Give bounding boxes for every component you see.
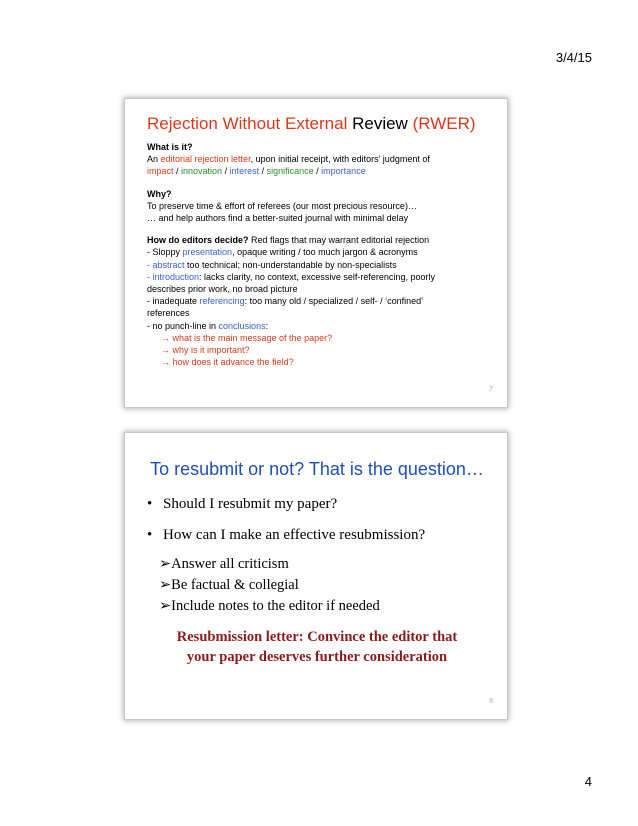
keyword: - abstract — [147, 259, 185, 270]
keyword: interest — [229, 166, 260, 177]
text: : too many old / specialized / self- / ‘confined’ — [244, 296, 424, 307]
bullet-item — [147, 496, 487, 513]
text: - inadequate — [147, 296, 200, 307]
text: too technical; non-understandable by non-specialists — [184, 259, 397, 270]
bullet-list — [147, 496, 487, 544]
separator: / — [259, 166, 267, 177]
flag-item — [147, 259, 491, 271]
title-word: External — [284, 114, 348, 133]
keyword: impact — [147, 166, 174, 177]
keyword: significance — [266, 166, 314, 177]
question-item: → how does it advance the field? — [161, 357, 294, 368]
slide-title: To resubmit or not? That is the question… — [150, 459, 484, 479]
page-date: 3/4/15 — [555, 50, 592, 65]
body-line: … and help authors find a better-suited journal with minimal delay — [147, 213, 409, 224]
flag-item — [147, 295, 491, 307]
flag-item — [147, 320, 491, 332]
flag-item — [147, 246, 491, 258]
slide-title — [147, 113, 491, 135]
section-heading: Why? — [147, 188, 172, 199]
separator: / — [313, 166, 322, 177]
text: An — [147, 154, 161, 165]
text: , opaque writing / too much jargon & acronyms — [232, 247, 418, 258]
title-word: Review — [352, 114, 408, 133]
text: Red flags that may warrant editorial rejection — [248, 235, 430, 246]
bullet-dot: • — [147, 527, 153, 543]
slide-number: 8 — [489, 698, 493, 705]
text: : lacks clarity, no context, excessive self-referencing, poorly — [199, 271, 435, 282]
title-word: Rejection — [147, 114, 218, 133]
conclusion-line: Resubmission letter: Convince the editor that — [176, 629, 458, 645]
text: : — [265, 320, 269, 331]
sub-item: ➢Answer all criticism — [159, 556, 289, 572]
keyword: referencing — [199, 296, 245, 307]
sub-list — [159, 554, 487, 617]
keyword: innovation — [181, 166, 223, 177]
slide-resubmit — [124, 432, 508, 720]
body-line — [147, 153, 491, 165]
text: , upon initial receipt, with editors’ judgment of — [250, 154, 430, 165]
text: - no punch-line in — [147, 320, 219, 331]
conclusion-callout — [147, 627, 487, 667]
body-line: To preserve time & effort of referees (our most precious resource)… — [147, 200, 417, 211]
sub-item: ➢Include notes to the editor if needed — [159, 598, 380, 614]
title-word: (RWER) — [412, 114, 476, 133]
flag-item-cont: references — [147, 308, 190, 319]
bullet-item — [147, 527, 487, 544]
slide-rwer — [124, 98, 508, 408]
slide-body — [147, 141, 491, 368]
question-item: → why is it important? — [161, 345, 250, 356]
flag-item-cont: describes prior work, no broad picture — [147, 284, 298, 295]
section-heading: How do editors decide? — [147, 235, 249, 246]
keyword: importance — [321, 166, 366, 177]
section-heading: What is it? — [147, 142, 193, 152]
keyword: presentation — [182, 247, 233, 258]
bullet-text: How can I make an effective resubmission? — [163, 527, 426, 543]
body-line — [147, 165, 491, 177]
title-word: Without — [222, 114, 281, 133]
bullet-dot: • — [147, 496, 153, 512]
body-line — [147, 234, 491, 246]
bullet-text: Should I resubmit my paper? — [163, 496, 338, 512]
keyword: editorial rejection letter — [160, 154, 251, 165]
page-number: 4 — [584, 774, 592, 789]
sub-item: ➢Be factual & collegial — [159, 577, 299, 593]
separator: / — [173, 166, 182, 177]
conclusion-line: your paper deserves further consideration — [186, 649, 448, 665]
slide-number: 7 — [489, 386, 493, 393]
keyword: - introduction — [147, 271, 200, 282]
question-item: → what is the main message of the paper? — [161, 332, 333, 343]
flag-item — [147, 271, 491, 283]
text: - Sloppy — [147, 247, 183, 258]
separator: / — [222, 166, 230, 177]
keyword: conclusions — [218, 320, 266, 331]
